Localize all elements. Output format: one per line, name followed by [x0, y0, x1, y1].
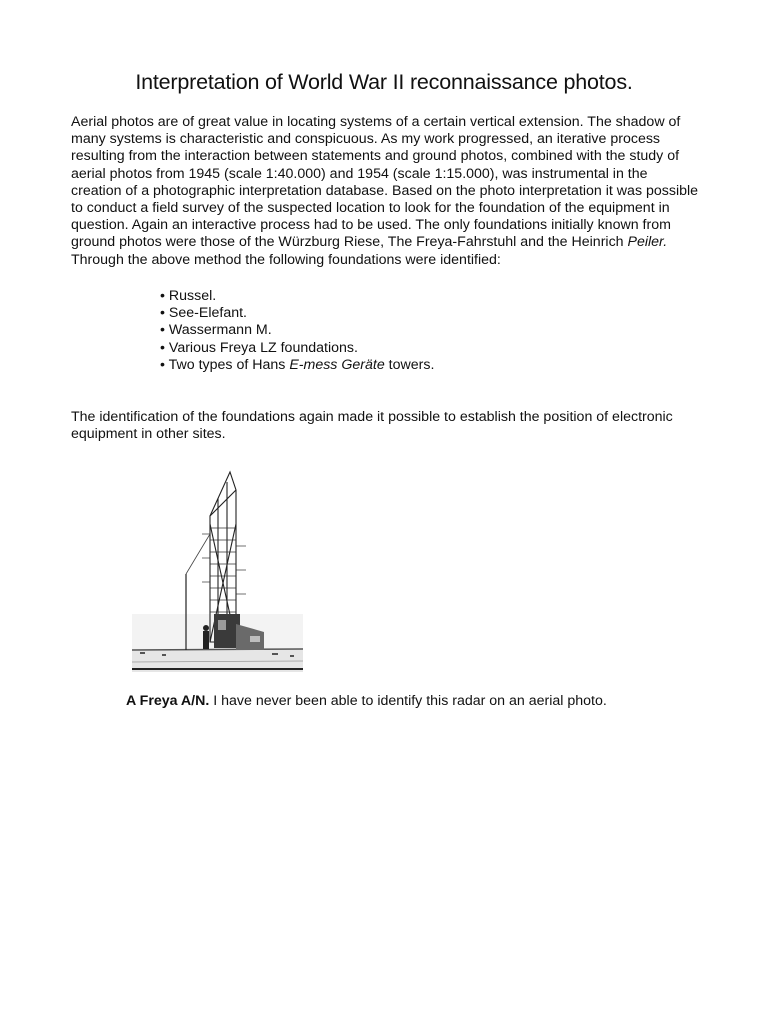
list-item-pre: • Two types of Hans [160, 356, 290, 373]
peiler-term: Peiler. [627, 234, 668, 251]
list-item: • Russel. [160, 288, 217, 304]
caption-text: I have never been able to identify this radar on an aerial photo. [209, 693, 607, 709]
list-item [160, 357, 434, 374]
foundations-list [160, 288, 434, 374]
freya-radar-photo [132, 464, 303, 672]
list-item: • See-Elefant. [160, 305, 247, 322]
emess-term: E-mess Geräte [289, 356, 385, 373]
list-item: • Wassermann M. [160, 322, 272, 339]
intro-paragraph-tail: Through the above method the following foundations were identified: [71, 251, 501, 268]
intro-paragraph-text: Aerial photos are of great value in locating systems of a certain vertical extension. The shadow of many systems is characteristic and conspicuous. As my work progressed, an iterative process resulting from the interaction between statements and ground photos, combined with the study of aerial photos from 1945 (scale 1:40.000) and 1954 (scale 1:15.000), was instrumental in the creation of a photographic interpretation database. Based on the photo interpretation it was possible to conduct a field survey of the suspected location to look for the foundation of the equipment in question. Again an interactive process had to be used. The only foundations initially known from ground photos were those of the Würzburg Riese, The Freya-Fahrstuhl and the Heinrich [71, 114, 699, 251]
intro-paragraph [71, 114, 701, 269]
page-title: Interpretation of World War II reconnaissance photos. [135, 70, 633, 94]
list-item: • Various Freya LZ foundations. [160, 339, 358, 356]
list-item-post: towers. [384, 356, 435, 373]
caption-title: A Freya A/N. [126, 693, 210, 709]
second-paragraph: The identification of the foundations again made it possible to establish the position of electronic equipment in other sites. [71, 409, 673, 443]
photo-caption [126, 693, 607, 710]
